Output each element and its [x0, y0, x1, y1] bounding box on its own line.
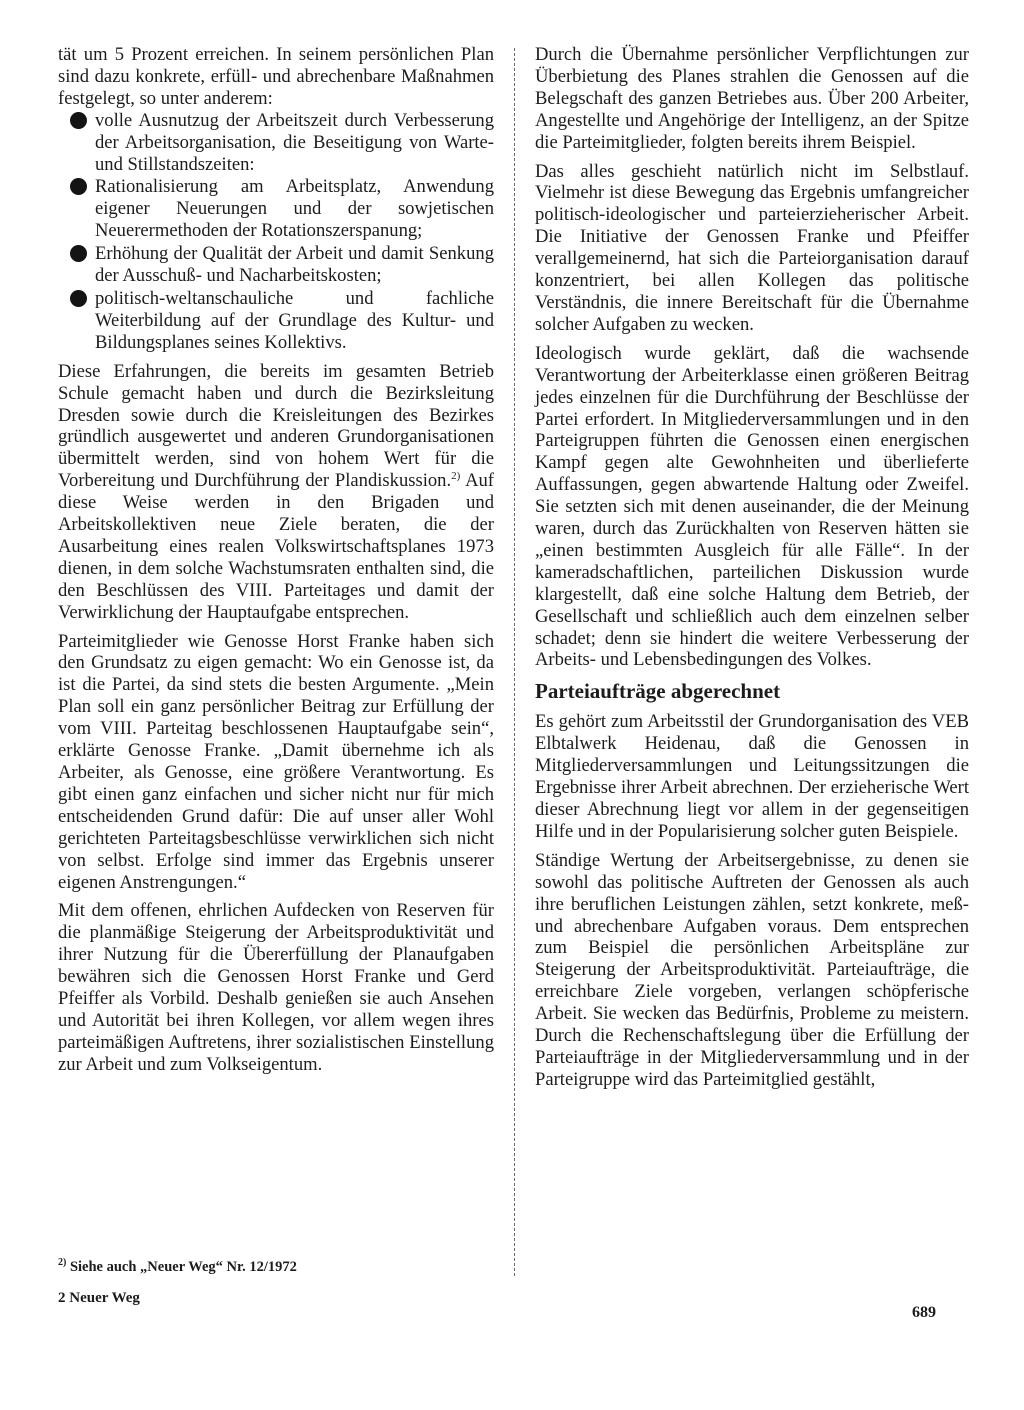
footnote-marker: 2) [58, 1257, 67, 1269]
right-paragraph-4: Es gehört zum Arbeitsstil der Grundorganisation des VEB Elbtalwerk Heidenau, daß die Genossen in Mitgliederversammlungen und Leitungssitzungen die Ergebnisse ihrer Arbeit abrechnen. Der erzieherische Wert dieser Abrechnung liegt vor allem in der gegenseitigen Hilfe und in der Popularisierung solcher guten Beispiele. [535, 711, 969, 842]
left-paragraph-3: Parteimitglieder wie Genosse Horst Franke haben sich den Grundsatz zu eigen gemacht: Wo ein Genosse ist, da ist die Partei, da sind stets die besten Argumente. „Mein Plan soll ein ganz persönlicher Beitrag zur Erfüllung der vom VIII. Parteitag beschlossenen Hauptaufgabe sein“, erklärte Genosse Franke. „Damit übernehme ich als Arbeiter, als Genosse, eine größere Verantwortung. Es gibt einen ganz einfachen und sicher nicht nur für mich entscheidenden Grund dafür: Die auf unser aller Wohl gerichteten Parteitagsbeschlüsse verwirklichen sich nicht von selbst. Erfolge sind immer das Ergebnis unserer eigenen Anstrengungen.“ [58, 630, 494, 893]
footer-signature: 2 Neuer Weg [58, 1290, 140, 1306]
footnote: $^{2)}$ Siehe auch „Neuer Weg“ Nr. 12/1972 [58, 1257, 297, 1275]
column-divider [514, 48, 515, 1276]
list-item: politisch-weltanschauliche und fachliche Weiterbildung auf der Grundlage des Kultur- und Bildungsplanes seines Kollektivs. [58, 288, 494, 354]
left-paragraph-1: tät um 5 Prozent erreichen. In seinem persönlichen Plan sind dazu konkrete, erfüll- und abrechenbare Maßnahmen festgelegt, so unter anderem: [58, 44, 494, 109]
right-paragraph-5: Ständige Wertung der Arbeitsergebnisse, zu denen sie sowohl das politische Auftreten der Genossen als auch ihre beruflichen Leistungen zählen, setzt konkrete, meß- und abrechenbare Aufgaben voraus. Dem entsprechen zum Beispiel die persönlichen Arbeitspläne zur Steigerung der Arbeitsproduktivität. Parteiaufträge, die erreichbare Ziele vorgeben, verlangen schöpferische Arbeit. Sie wecken das Bedürfnis, Probleme zu meistern. Durch die Rechenschaftslegung über die Erfüllung der Parteiaufträge in der Mitgliederversammlung und in der Parteigruppe wird das Parteimitglied gestählt, [535, 849, 969, 1090]
bullet-icon [70, 290, 87, 307]
section-heading: Parteiaufträge abgerechnet [535, 679, 781, 704]
right-paragraph-1: Durch die Übernahme persönlicher Verpflichtungen zur Überbietung des Planes strahlen die Genossen auf die Belegschaft des ganzen Betriebes aus. Über 200 Arbeiter, Angestellte und Angehörige der Intelligenz, an der Spitze die Parteimitglieder, folgten bereits ihrem Beispiel. [535, 44, 969, 153]
left-column [58, 44, 494, 1076]
page-number: 689 [912, 1304, 936, 1321]
list-item: volle Ausnutzug der Arbeitszeit durch Verbesserung der Arbeitsorganisation, die Beseitigung von Warte- und Stillstandszeiten: [58, 110, 494, 176]
left-paragraph-2: Diese Erfahrungen, die bereits im gesamten Betrieb Schule gemacht haben und durch die Bezirksleitung Dresden sowie durch die Kreisleitungen des Bezirkes gründlich ausgewertet und anderen Grundorganisationen übermittelt werden, sind von hohem Wert für die Vorbereitung und Durchführung der Plandiskussion.$^{2)}$ Auf diese Weise werden in den Brigaden und Arbeitskollektiven neue Ziele beraten, die der Ausarbeitung eines realen Volkswirtschaftsplanes 1973 dienen, in dem solche Wachstumsraten enthalten sind, die den Beschlüssen des VIII. Parteitages und damit der Verwirklichung der Hauptaufgabe entsprechen. [58, 360, 494, 623]
left-paragraph-4: Mit dem offenen, ehrlichen Aufdecken von Reserven für die planmäßige Steigerung der Arbeitsproduktivität und ihrer Nutzung für die Übererfüllung der Planaufgaben bewähren sich die Genossen Horst Franke und Gerd Pfeiffer als Vorbild. Deshalb genießen sie auch Ansehen und Autorität bei ihren Kollegen, vor allem wegen ihres parteimäßigen Auftretens, ihrer sozialistischen Einstellung zur Arbeit und zum Volkseigentum. [58, 900, 494, 1075]
list-item: Erhöhung der Qualität der Arbeit und damit Senkung der Ausschuß- und Nacharbeitskosten; [58, 243, 494, 287]
right-paragraph-2: Das alles geschieht natürlich nicht im Selbstlauf. Vielmehr ist diese Bewegung das Ergebnis umfangreicher politisch-ideologischer und parteierzieherischer Arbeit. Die Initiative der Genossen Franke und Pfeiffer verallgemeinernd, hat sich die Parteiorganisation darauf konzentriert, bei allen Kollegen das politische Verständnis, die innere Bereitschaft für die Übernahme solcher Aufgaben zu wecken. [535, 160, 969, 335]
bullet-icon [70, 245, 87, 262]
list-item: Rationalisierung am Arbeitsplatz, Anwendung eigener Neuerungen und der sowjetischen Neuerermethoden der Rotationszerspanung; [58, 176, 494, 242]
bullet-icon [70, 112, 87, 129]
right-paragraph-3: Ideologisch wurde geklärt, daß die wachsende Verantwortung der Arbeiterklasse einen größeren Beitrag jedes einzelnen für die Durchführung der Beschlüsse der Partei erfordert. In Mitgliederversammlungen und in den Parteigruppen führten die Genossen einen energischen Kampf gegen alte Gewohnheiten und überlieferte Auffassungen, gegen abwartende Haltung oder Zweifel. Sie setzten sich mit denen auseinander, die der Meinung waren, durch das Zurückhalten von Reserven hätten sie „einen bestimmten Ausgleich für alle Fälle“. In der kameradschaftlichen, parteilichen Diskussion wurde klargestellt, daß eine solche Haltung dem Betrieb, der Gesellschaft und schließlich auch dem einzelnen selber schadet; denn sie hindert die weitere Verbesserung der Arbeits- und Lebensbedingungen des Volkes. [535, 342, 969, 671]
bullet-icon [70, 178, 87, 195]
right-column [535, 44, 969, 1091]
footnote-reference: 2) [451, 470, 461, 483]
measures-list [58, 110, 494, 354]
